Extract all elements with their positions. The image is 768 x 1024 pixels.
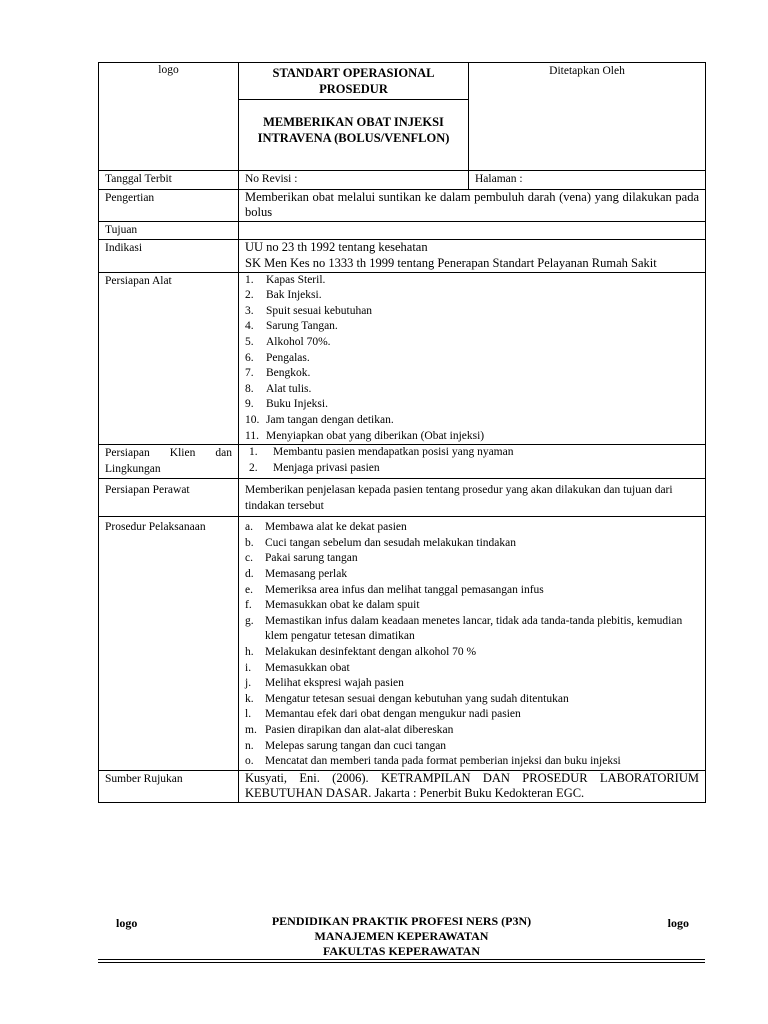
prosedur-item-number: m. (245, 724, 257, 736)
klien-item-number: 2. (249, 461, 258, 474)
alat-item-text: Alat tulis. (266, 382, 312, 395)
footer-rule-double (98, 962, 705, 963)
perawat-label: Persiapan Perawat (99, 479, 239, 517)
tujuan-label: Tujuan (99, 221, 239, 240)
rujukan-text: Kusyati, Eni. (2006). KETRAMPILAN DAN PROSEDUR LABORATORIUM KEBUTUHAN DASAR. Jakarta : Penerbit Buku Kedokteran EGC. (239, 770, 706, 802)
alat-item-number: 7. (245, 367, 254, 380)
footer-line-1: PENDIDIKAN PRAKTIK PROFESI NERS (P3N) (271, 914, 532, 928)
prosedur-item-number: i. (245, 661, 252, 674)
prosedur-item-number: d. (245, 568, 254, 581)
prosedur-item (245, 692, 699, 708)
prosedur-item-text: Memasukkan obat ke dalam spuit (265, 599, 420, 612)
alat-item (245, 397, 699, 413)
alat-item-text: Bengkok. (266, 367, 311, 380)
prosedur-item (245, 567, 699, 583)
prosedur-item (245, 520, 699, 536)
klien-label: Persiapan Klien dan Lingkungan (99, 445, 239, 479)
prosedur-item (245, 583, 699, 599)
sop-table (98, 62, 706, 803)
prosedur-list (245, 520, 699, 770)
prosedur-item (245, 707, 699, 723)
procedure-title: MEMBERIKAN OBAT INJEKSI INTRAVENA (BOLUS/VENFLON) (257, 115, 450, 145)
revision-label: No Revisi : (239, 171, 469, 190)
prosedur-item (245, 614, 699, 645)
alat-item-number: 3. (245, 304, 254, 317)
date-label: Tanggal Terbit (99, 171, 239, 190)
prosedur-item-number: n. (245, 739, 254, 752)
alat-list (245, 273, 699, 445)
prosedur-item-text: Mencatat dan memberi tanda pada format pemberian injeksi dan buku injeksi (265, 755, 621, 768)
alat-item-number: 10. (245, 413, 260, 426)
alat-item (245, 335, 699, 351)
prosedur-item-number: l. (245, 708, 252, 721)
prosedur-item-text: Memasukkan obat (265, 661, 350, 674)
klien-item-text: Menjaga privasi pasien (273, 461, 380, 474)
prosedur-item (245, 536, 699, 552)
prosedur-item (245, 551, 699, 567)
prosedur-item-number: f. (245, 599, 252, 612)
pengertian-label: Pengertian (99, 189, 239, 221)
prosedur-item-text: Melihat ekspresi wajah pasien (265, 677, 404, 690)
prosedur-item-text: Memeriksa area infus dan melihat tanggal pemasangan infus (265, 583, 544, 596)
prosedur-item-text: Memasang perlak (265, 568, 348, 581)
prosedur-item (245, 661, 699, 677)
alat-list-cell (239, 272, 706, 445)
alat-item-text: Bak Injeksi. (266, 289, 322, 302)
prosedur-item-text: Melakukan desinfektant dengan alkohol 70 % (265, 646, 477, 659)
alat-item-text: Alkohol 70%. (266, 335, 331, 348)
prosedur-item-number: h. (245, 646, 254, 659)
prosedur-label: Prosedur Pelaksanaan (99, 517, 239, 771)
footer-logo-right: logo (667, 916, 689, 930)
alat-item (245, 382, 699, 398)
prosedur-item (245, 723, 699, 739)
alat-item-text: Sarung Tangan. (266, 320, 338, 333)
alat-item-number: 8. (245, 382, 254, 395)
prosedur-item-number: o. (245, 755, 254, 768)
prosedur-item-number: b. (245, 536, 254, 549)
alat-item (245, 366, 699, 382)
perawat-text: Memberikan penjelasan kepada pasien tentang prosedur yang akan dilakukan dan tujuan dari tindakan tersebut (239, 479, 706, 517)
prosedur-item (245, 645, 699, 661)
prosedur-item-number: j. (245, 677, 252, 690)
prosedur-item (245, 754, 699, 770)
klien-list-cell (239, 445, 706, 479)
alat-item-number: 9. (245, 398, 254, 411)
alat-item (245, 304, 699, 320)
alat-item (245, 413, 699, 429)
alat-item-number: 11. (245, 429, 259, 442)
prosedur-item-text: Memastikan infus dalam keadaan menetes lancar, tidak ada tanda-tanda plebitis, kemudian klem pengatur tetesan dimatikan (265, 614, 683, 643)
prosedur-item-text: Pasien dirapikan dan alat-alat dibereskan (265, 724, 454, 736)
klien-item (245, 445, 699, 461)
prosedur-item-text: Melepas sarung tangan dan cuci tangan (265, 739, 447, 752)
sop-title: STANDART OPERASIONAL PROSEDUR (272, 66, 435, 96)
prosedur-item-text: Membawa alat ke dekat pasien (265, 521, 407, 534)
pengertian-text: Memberikan obat melalui suntikan ke dalam pembuluh darah (vena) yang dilakukan pada bolus (239, 189, 706, 221)
footer-rule (98, 959, 705, 960)
klien-item (245, 461, 699, 477)
klien-list (245, 445, 699, 476)
prosedur-item-text: Pakai sarung tangan (265, 552, 358, 565)
prosedur-item-text: Mengatur tetesan sesuai dengan kebutuhan yang sudah ditentukan (265, 692, 569, 705)
prosedur-item (245, 598, 699, 614)
approved-by: Ditetapkan Oleh (469, 63, 706, 171)
indikasi-label: Indikasi (99, 240, 239, 272)
alat-item (245, 319, 699, 335)
alat-label: Persiapan Alat (99, 272, 239, 445)
indikasi-line: UU no 23 th 1992 tentang kesehatan (245, 240, 428, 255)
alat-item-number: 1. (245, 273, 254, 286)
indikasi-text (239, 240, 706, 272)
klien-item-number: 1. (249, 446, 258, 459)
alat-item-number: 4. (245, 320, 254, 333)
prosedur-item (245, 676, 699, 692)
alat-item-text: Menyiapkan obat yang diberikan (Obat injeksi) (266, 429, 485, 442)
prosedur-list-cell (239, 517, 706, 771)
alat-item-number: 5. (245, 335, 254, 348)
header-logo: logo (99, 63, 239, 171)
page-footer (98, 914, 705, 959)
alat-item (245, 273, 699, 289)
alat-item-text: Jam tangan dengan detikan. (266, 413, 394, 426)
footer-line-3: FAKULTAS KEPERAWATAN (322, 944, 481, 958)
rujukan-label: Sumber Rujukan (99, 770, 239, 802)
alat-item-text: Spuit sesuai kebutuhan (266, 304, 373, 317)
page-label: Halaman : (469, 171, 706, 190)
alat-item-number: 2. (245, 289, 254, 302)
prosedur-item-number: a. (245, 521, 253, 534)
alat-item (245, 351, 699, 367)
prosedur-item-number: c. (245, 552, 253, 565)
footer-logo-left: logo (116, 916, 138, 930)
prosedur-item (245, 739, 699, 755)
prosedur-item-text: Cuci tangan sebelum dan sesudah melakukan tindakan (265, 536, 517, 549)
alat-item-text: Kapas Steril. (266, 273, 326, 286)
alat-item-number: 6. (245, 351, 254, 364)
alat-item-text: Pengalas. (266, 351, 310, 364)
alat-item (245, 429, 699, 445)
indikasi-line: SK Men Kes no 1333 th 1999 tentang Penerapan Standart Pelayanan Rumah Sakit (245, 255, 657, 270)
prosedur-item-text: Memantau efek dari obat dengan mengukur nadi pasien (265, 708, 521, 721)
footer-line-2: MANAJEMEN KEPERAWATAN (314, 929, 489, 943)
prosedur-item-number: k. (245, 692, 254, 705)
tujuan-text (239, 221, 706, 240)
alat-item (245, 288, 699, 304)
alat-item-text: Buku Injeksi. (266, 398, 328, 411)
prosedur-item-number: g. (245, 614, 254, 627)
prosedur-item-number: e. (245, 583, 253, 596)
klien-item-text: Membantu pasien mendapatkan posisi yang nyaman (273, 446, 514, 459)
